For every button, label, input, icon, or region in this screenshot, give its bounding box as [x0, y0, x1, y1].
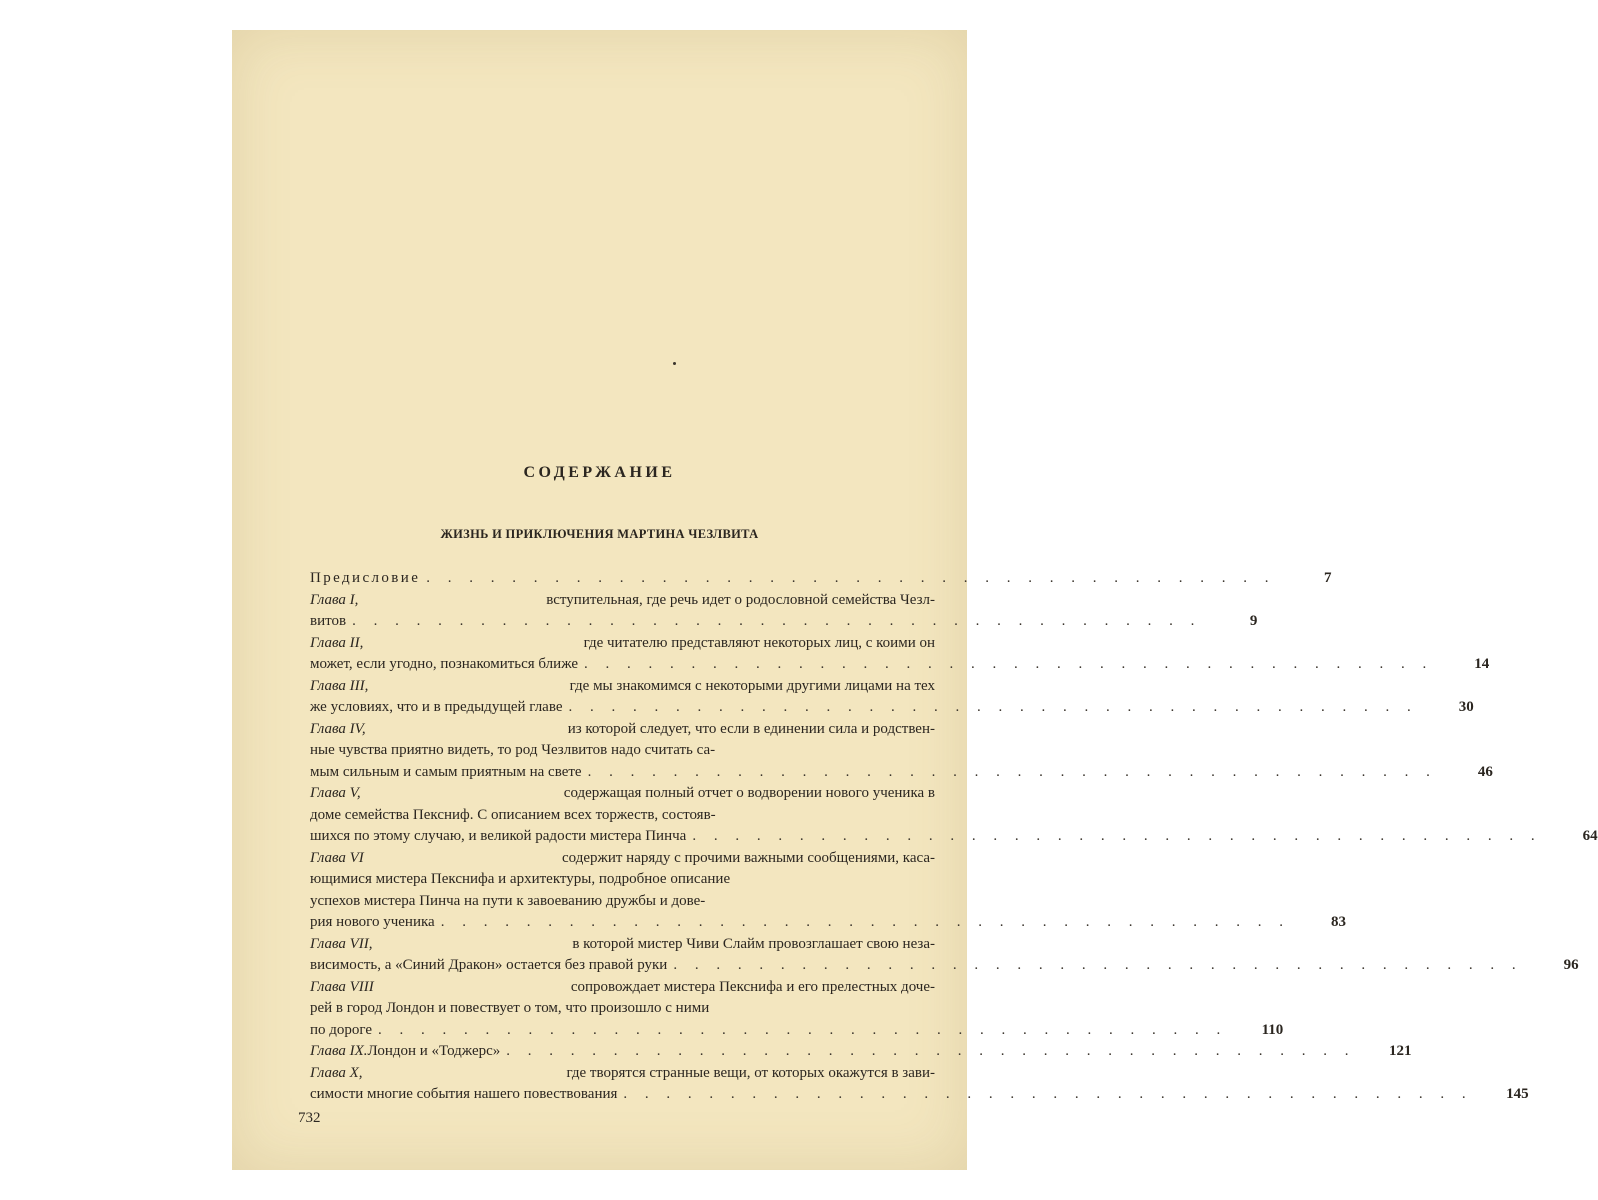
toc-entry-text: содержит наряду с прочими важными сообщениями, каса- [558, 849, 935, 866]
dot-leader: . . . . . . . . . . . . . . . . . . . . . . . . . . . . . . . . . . . . . . . . [506, 1043, 1356, 1059]
toc-entry [310, 719, 1493, 784]
chapter-label: Глава IX. [310, 1043, 368, 1059]
toc-entry [310, 783, 1598, 848]
chapter-label: Глава X, [310, 1064, 363, 1081]
toc-entry-text: Предисловие [310, 570, 421, 586]
toc-entry-text: в которой мистер Чиви Слайм провозглашает свою неза- [568, 935, 935, 952]
toc-entry [310, 633, 1490, 676]
toc-entry [310, 590, 1258, 633]
dot-leader: . . . . . . . . . . . . . . . . . . . . . . . . . . . . . . . . . . . . . . . . [692, 828, 1542, 844]
toc-entry-text: рей в город Лондон и повествует о том, что произошло с ними [310, 1000, 710, 1016]
toc-entry-text: может, если угодно, познакомиться ближе [310, 656, 579, 672]
dot-leader: . . . . . . . . . . . . . . . . . . . . . . . . . . . . . . . . . . . . . . . . [426, 570, 1276, 586]
toc-entry-text: по дороге [310, 1021, 373, 1038]
toc-page-number: 14 [1474, 656, 1490, 672]
dot-leader: . . . . . . . . . . . . . . . . . . . . . . . . . . . . . . . . . . . . . . . . [623, 1086, 1473, 1102]
toc-entry-text: вступительная, где речь идет о родословной семейства Чезл- [542, 591, 935, 608]
toc-entry-text: где читателю представляют некоторых лиц, с коими он [579, 634, 935, 651]
toc-page-number: 145 [1506, 1086, 1529, 1102]
chapter-label: Глава I, [310, 591, 359, 608]
page-number: 732 [298, 1110, 321, 1126]
dot-leader: . . . . . . . . . . . . . . . . . . . . . . . . . . . . . . . . . . . . . . . . [568, 699, 1418, 715]
chapter-label: Глава V, [310, 785, 361, 801]
table-of-contents [310, 568, 1598, 1106]
toc-entry [310, 848, 1346, 934]
toc-entry-text: успехов мистера Пинча на пути к завоеванию дружбы и дове- [310, 892, 706, 909]
toc-entry-text: мым сильным и самым приятным на свете [310, 763, 582, 780]
chapter-label: Глава VII, [310, 935, 373, 952]
toc-entry-text: Лондон и «Тоджерс» [367, 1043, 501, 1059]
toc-entry-text: шихся по этому случаю, и великой радости мистера Пинча [310, 828, 687, 844]
toc-entry [310, 977, 1284, 1042]
toc-page-number: 64 [1582, 828, 1598, 844]
book-title: ЖИЗНЬ И ПРИКЛЮЧЕНИЯ МАРТИНА ЧЕЗЛВИТА [440, 527, 759, 541]
page-speck [673, 362, 676, 365]
toc-page-number: 7 [1324, 570, 1332, 586]
chapter-label: Глава VI [310, 849, 364, 866]
chapter-label: Глава IV, [310, 720, 366, 737]
toc-entry-text: где творятся странные вещи, от которых окажутся в зави- [562, 1064, 935, 1081]
toc-entry-text: из которой следует, что если в единении сила и родствен- [563, 720, 935, 737]
dot-leader: . . . . . . . . . . . . . . . . . . . . . . . . . . . . . . . . . . . . . . . . [440, 914, 1290, 930]
dot-leader: . . . . . . . . . . . . . . . . . . . . . . . . . . . . . . . . . . . . . . . . [673, 957, 1523, 973]
toc-page-number: 96 [1563, 957, 1579, 973]
toc-entry [310, 676, 1474, 719]
dot-leader: . . . . . . . . . . . . . . . . . . . . . . . . . . . . . . . . . . . . . . . . [587, 763, 1437, 780]
toc-entry-text: ные чувства приятно видеть, то род Чезлвитов надо считать са- [310, 742, 716, 758]
chapter-label: Глава III, [310, 677, 369, 694]
toc-entry-text: висимость, а «Синий Дракон» остается без правой руки [310, 957, 668, 973]
toc-entry-text: содержащая полный отчет о водворении нового ученика в [560, 785, 935, 801]
toc-page-number: 121 [1389, 1043, 1412, 1059]
toc-entry-text: симости многие события нашего повествования [310, 1086, 618, 1102]
toc-entry [310, 934, 1579, 977]
dot-leader: . . . . . . . . . . . . . . . . . . . . . . . . . . . . . . . . . . . . . . . . [584, 656, 1434, 672]
toc-page-number: 46 [1477, 763, 1493, 780]
toc-entry-text: витов [310, 613, 347, 629]
chapter-label: Глава VIII [310, 978, 374, 995]
toc-entry-text: рия нового ученика [310, 914, 435, 930]
toc-entry [310, 1063, 1529, 1106]
toc-page-number: 110 [1261, 1021, 1284, 1038]
toc-entry [310, 1041, 1412, 1063]
toc-entry-text: ющимися мистера Пекснифа и архитектуры, подробное описание [310, 871, 731, 887]
toc-entry-text: же условиях, что и в предыдущей главе [310, 699, 563, 715]
toc-page-number: 83 [1330, 914, 1346, 930]
dot-leader: . . . . . . . . . . . . . . . . . . . . . . . . . . . . . . . . . . . . . . . . [352, 613, 1202, 629]
toc-entry [310, 568, 1332, 590]
chapter-label: Глава II, [310, 634, 364, 651]
toc-entry-text: где мы знакомимся с некоторыми другими лицами на тех [565, 677, 935, 694]
contents-heading: СОДЕРЖАНИЕ [523, 464, 676, 481]
toc-entry-text: сопровождает мистера Пекснифа и его прелестных доче- [567, 978, 935, 995]
toc-page-number: 30 [1458, 699, 1474, 715]
dot-leader: . . . . . . . . . . . . . . . . . . . . . . . . . . . . . . . . . . . . . . . . [378, 1021, 1228, 1038]
toc-entry-text: доме семейства Пексниф. С описанием всех торжеств, состояв- [310, 806, 716, 823]
toc-page-number: 9 [1249, 613, 1258, 629]
